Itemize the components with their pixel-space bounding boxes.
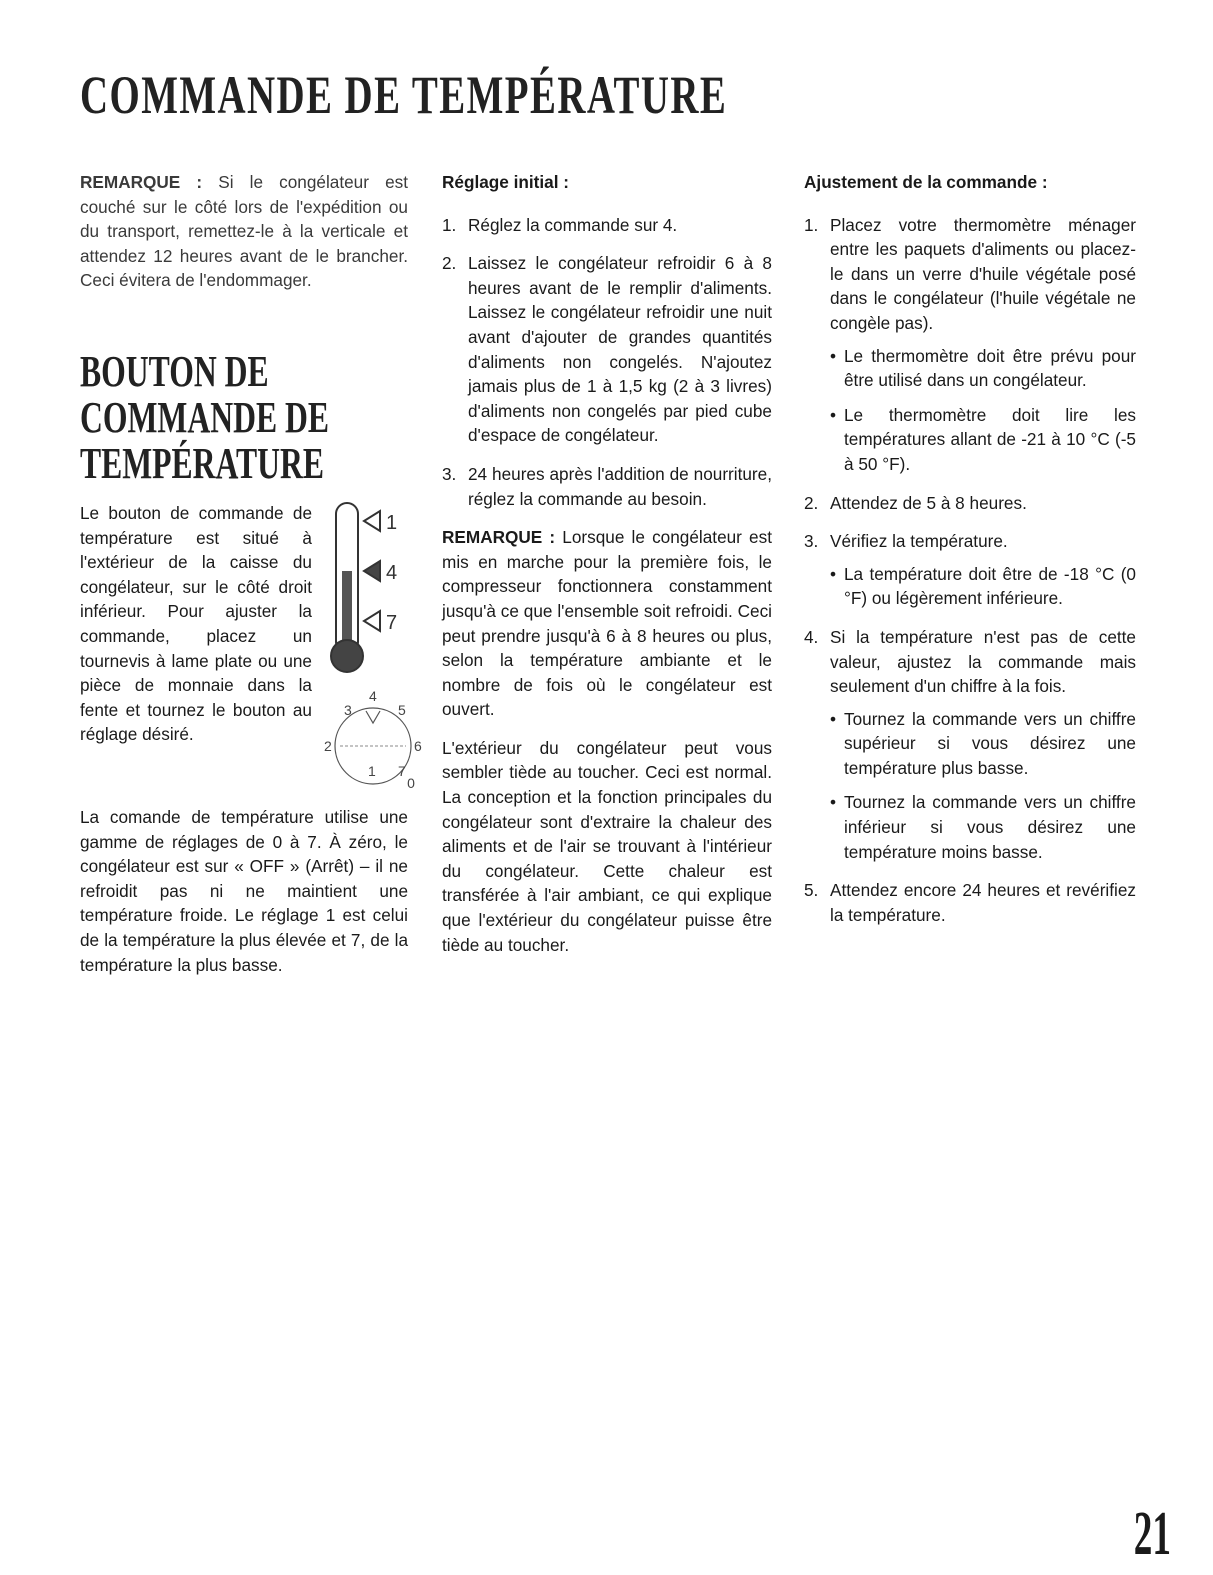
bullet-icon: • (830, 345, 837, 366)
step-number: 3. (442, 463, 457, 484)
dial-label-5: 5 (398, 701, 406, 718)
dial-label-6: 6 (414, 737, 422, 754)
step-number: 4. (804, 626, 819, 647)
bullet-item (830, 562, 1136, 611)
adjustment-steps-list (804, 213, 1136, 928)
dial-icon (324, 688, 422, 791)
step-text: Vérifiez la température. (830, 531, 1008, 552)
thermo-label-1: 1 (386, 511, 398, 534)
dial-label-7: 7 (398, 762, 406, 779)
knob-location-paragraph: Le bouton de commande de température est situé à l'extérieur de la caisse du congélateur, sur le côté droit inférieur. Pour ajuster la commande, placez un tournevis à lame plate ou une pièce de monnaie dans la fente et tournez le bouton au réglage désiré. (80, 502, 312, 745)
bullet-item (830, 707, 1136, 781)
list-item (804, 491, 1136, 516)
compressor-note (442, 525, 772, 722)
bullet-icon: • (830, 708, 837, 729)
arrow-4-icon (364, 561, 380, 581)
bullet-text: Le thermomètre doit lire les températures allant de -21 à 10 °C (-5 à 50 °F). (844, 404, 1136, 474)
section-title (80, 346, 411, 488)
step-text: Attendez de 5 à 8 heures. (830, 492, 1027, 513)
bullet-text: La température doit être de -18 °C (0 °F) ou légèrement inférieure. (844, 563, 1136, 609)
arrow-7-icon (364, 611, 380, 631)
settings-range-paragraph: La comande de température utilise une gamme de réglages de 0 à 7. À zéro, le congélateur est sur « OFF » (Arrêt) – il ne refroidit pas ni ne maintient une température froide. Le réglage 1 est celui de la température la plus élevée et 7, de la température la plus basse. (80, 806, 408, 975)
list-item (804, 213, 1136, 477)
step-number: 1. (804, 214, 819, 235)
dial-label-3: 3 (344, 701, 352, 718)
column-left (80, 170, 422, 991)
step-text: Placez votre thermomètre ménager entre les paquets d'aliments ou placez-le dans un verre d'huile végétale posé dans le congélateur (l'huile végétale ne congèle pas). (830, 214, 1136, 333)
column-right (804, 170, 1136, 941)
bullet-icon: • (830, 792, 837, 813)
bullet-item (830, 790, 1136, 864)
list-item (804, 625, 1136, 864)
thermometer-icon (331, 503, 397, 672)
section-title-line1: BOUTON DE COMMANDE DE (80, 346, 330, 442)
column-middle (442, 170, 772, 971)
bullet-text: Tournez la commande vers un chiffre supérieur si vous désirez une température plus basse. (844, 708, 1136, 778)
dial-label-4: 4 (369, 687, 377, 704)
thermo-label-7: 7 (386, 611, 398, 634)
step-number: 5. (804, 880, 819, 901)
list-item (804, 529, 1136, 611)
bullet-text: Le thermomètre doit être prévu pour être utilisé dans un congélateur. (844, 345, 1136, 391)
dial-label-1: 1 (368, 762, 376, 779)
initial-steps-list (442, 213, 772, 512)
exterior-warm-paragraph: L'extérieur du congélateur peut vous sembler tiède au toucher. Ceci est normal. La conception et la fonction principales du congélateur sont d'extraire la chaleur des aliments et de l'air se trouvant à l'intérieur du congélateur. Cette chaleur est transférée à l'air ambiant, ce qui explique que l'extérieur du congélateur puisse être tiède au toucher. (442, 737, 772, 955)
list-item (442, 462, 772, 511)
page-number: 21 (1133, 1500, 1171, 1568)
thermo-label-4: 4 (386, 561, 398, 584)
bullet-icon: • (830, 563, 837, 584)
step-text: Si la température n'est pas de cette valeur, ajustez la commande mais seulement d'un chiffre à la fois. (830, 626, 1136, 697)
step-text: 24 heures après l'addition de nourriture, réglez la commande au besoin. (468, 463, 772, 509)
dial-label-2: 2 (324, 737, 332, 754)
dial-label-0: 0 (407, 774, 415, 791)
page-title: COMMANDE DE TEMPÉRATURE (80, 65, 728, 125)
list-item (804, 878, 1136, 927)
list-item (442, 251, 772, 448)
bullet-item (830, 344, 1136, 393)
arrow-1-icon (364, 511, 380, 531)
step-number: 2. (442, 253, 457, 274)
step-text: Réglez la commande sur 4. (468, 214, 678, 235)
note-label: REMARQUE : (80, 172, 203, 192)
initial-setting-heading: Réglage initial : (442, 172, 570, 192)
section-title-line2: TEMPÉRATURE (80, 438, 325, 488)
bullet-text: Tournez la commande vers un chiffre inférieur si vous désirez une température moins basse. (844, 792, 1136, 862)
control-figure (318, 501, 428, 801)
step-number: 1. (442, 214, 457, 235)
step-number: 2. (804, 492, 819, 513)
note-text: Si le congélateur est couché sur le côté lors de l'expédition ou du transport, remettez-le à la verticale et attendez 12 heures avant de le brancher. Ceci évitera de l'endommager. (80, 172, 408, 291)
adjustment-heading: Ajustement de la commande : (804, 172, 1048, 192)
bullet-item (830, 403, 1136, 477)
note-text: Lorsque le congélateur est mis en marche pour la première fois, le compresseur fonctionnera constamment jusqu'à ce que l'ensemble soit refroidi. Ceci peut prendre jusqu'à 6 à 8 heures ou plus, selon la température ambiante et le nombre de fois où le congélateur est ouvert. (442, 527, 772, 720)
shipping-note (80, 170, 408, 293)
note-label: REMARQUE : (442, 527, 556, 548)
step-text: Attendez encore 24 heures et revérifiez la température. (830, 880, 1136, 925)
step-number: 3. (804, 531, 819, 552)
step-text: Laissez le congélateur refroidir 6 à 8 heures avant de le remplir d'aliments. Laissez le congélateur refroidir une nuit avant d'ajouter de grandes quantités d'aliments non congelés. N'ajoutez jamais plus de 1 à 1,5 kg (2 à 3 livres) d'aliments non congelés par pied cube d'espace de congélateur. (468, 253, 772, 446)
bullet-icon: • (830, 404, 837, 425)
list-item (442, 213, 772, 238)
